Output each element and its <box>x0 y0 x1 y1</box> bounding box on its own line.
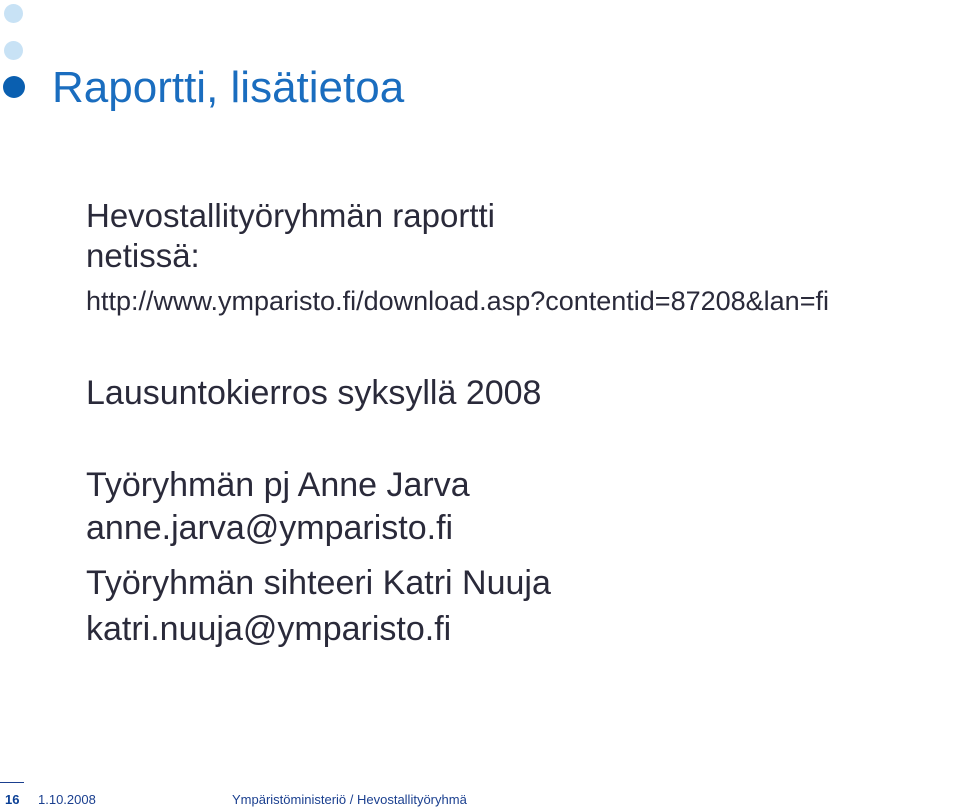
secretary-name: Työryhmän sihteeri Katri Nuuja <box>86 564 551 602</box>
slide-footer <box>0 782 960 808</box>
footer-organization: Ympäristöministeriö / Hevostallityöryhmä <box>232 792 467 807</box>
report-link[interactable]: http://www.ymparisto.fi/download.asp?contentid=87208&lan=fi <box>86 286 829 316</box>
report-title: Hevostallityöryhmän raportti <box>86 197 495 234</box>
bullet-dot-icon <box>3 76 25 98</box>
footer-divider <box>0 782 24 783</box>
decorative-dot-icon <box>4 41 23 60</box>
secretary-email-link[interactable]: katri.nuuja@ymparisto.fi <box>86 610 452 648</box>
report-subtitle: netissä: <box>86 237 200 274</box>
consultation-text: Lausuntokierros syksyllä 2008 <box>86 374 542 412</box>
page-number: 16 <box>5 792 20 807</box>
decorative-dot-icon <box>4 4 23 23</box>
chair-email-link[interactable]: anne.jarva@ymparisto.fi <box>86 509 454 547</box>
slide-title: Raportti, lisätietoa <box>52 63 405 112</box>
report-info <box>86 196 829 318</box>
footer-date: 1.10.2008 <box>38 792 96 807</box>
chair-name: Työryhmän pj Anne Jarva <box>86 466 470 504</box>
